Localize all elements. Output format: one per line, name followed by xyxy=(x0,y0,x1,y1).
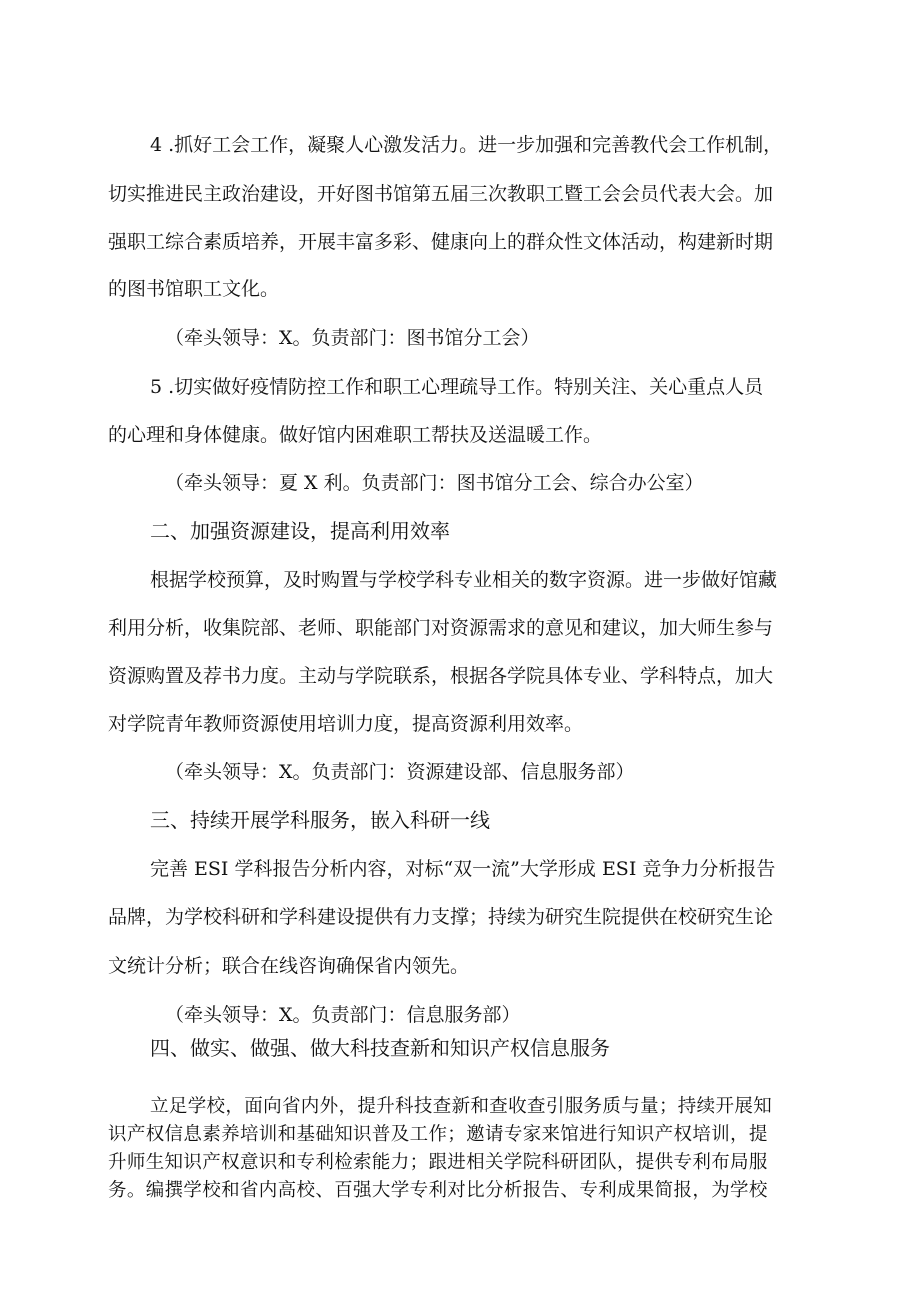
item4-line-1: 4 .抓好工会工作，凝聚人心激发活力。进一步加强和完善教代会工作机制， xyxy=(150,134,783,156)
section2-heading: 二、加强资源建设，提高利用效率 xyxy=(150,519,450,543)
section4-heading: 四、做实、做强、做大科技查新和知识产权信息服务 xyxy=(150,1036,610,1060)
section4-line-1: 立足学校，面向省内外，提升科技查新和查收查引服务质与量；持续开展知 xyxy=(150,1096,773,1117)
item4-line-3: 强职工综合素质培养，开展丰富多彩、健康向上的群众性文体活动，构建新时期 xyxy=(108,231,774,253)
item5-line-1: 5 .切实做好疫情防控工作和职工心理疏导工作。特别关注、关心重点人员 xyxy=(150,376,764,398)
section3-line-2: 品牌，为学校科研和学科建设提供有力支撑；持续为研究生院提供在校研究生论 xyxy=(108,906,774,928)
item4-lead: （牵头领导：X。负责部门：图书馆分工会） xyxy=(165,327,540,349)
item5-lead: （牵头领导：夏 X 利。负责部门：图书馆分工会、综合办公室） xyxy=(165,472,704,494)
item4-line-4: 的图书馆职工文化。 xyxy=(108,278,280,300)
section2-lead: （牵头领导：X。负责部门：资源建设部、信息服务部） xyxy=(165,761,635,783)
section3-line-1: 完善 ESI 学科报告分析内容，对标“双一流”大学形成 ESI 竞争力分析报告 xyxy=(150,858,776,880)
section4-line-3: 升师生知识产权意识和专利检索能力；跟进相关学院科研团队，提供专利布局服 xyxy=(108,1152,768,1173)
section3-heading: 三、持续开展学科服务，嵌入科研一线 xyxy=(150,808,490,832)
section2-line-3: 资源购置及荐书力度。主动与学院联系，根据各学院具体专业、学科特点，加大 xyxy=(108,665,774,687)
section2-line-2: 利用分析，收集院部、老师、职能部门对资源需求的意见和建议，加大师生参与 xyxy=(108,617,774,639)
section2-line-1: 根据学校预算，及时购置与学校学科专业相关的数字资源。进一步做好馆藏 xyxy=(150,569,778,591)
section4-line-4: 务。编撰学校和省内高校、百强大学专利对比分析报告、专利成果简报，为学校 xyxy=(108,1180,768,1201)
section3-line-3: 文统计分析；联合在线咨询确保省内领先。 xyxy=(108,955,470,977)
section4-line-2: 识产权信息素养培训和基础知识普及工作；邀请专家来馆进行知识产权培训，提 xyxy=(108,1124,768,1145)
item4-line-2: 切实推进民主政治建设，开好图书馆第五届三次教职工暨工会会员代表大会。加 xyxy=(108,183,774,205)
section3-lead: （牵头领导：X。负责部门：信息服务部） xyxy=(165,1004,521,1026)
item5-line-2: 的心理和身体健康。做好馆内困难职工帮扶及送温暖工作。 xyxy=(108,424,603,446)
section2-line-4: 对学院青年教师资源使用培训力度，提高资源利用效率。 xyxy=(108,713,584,735)
